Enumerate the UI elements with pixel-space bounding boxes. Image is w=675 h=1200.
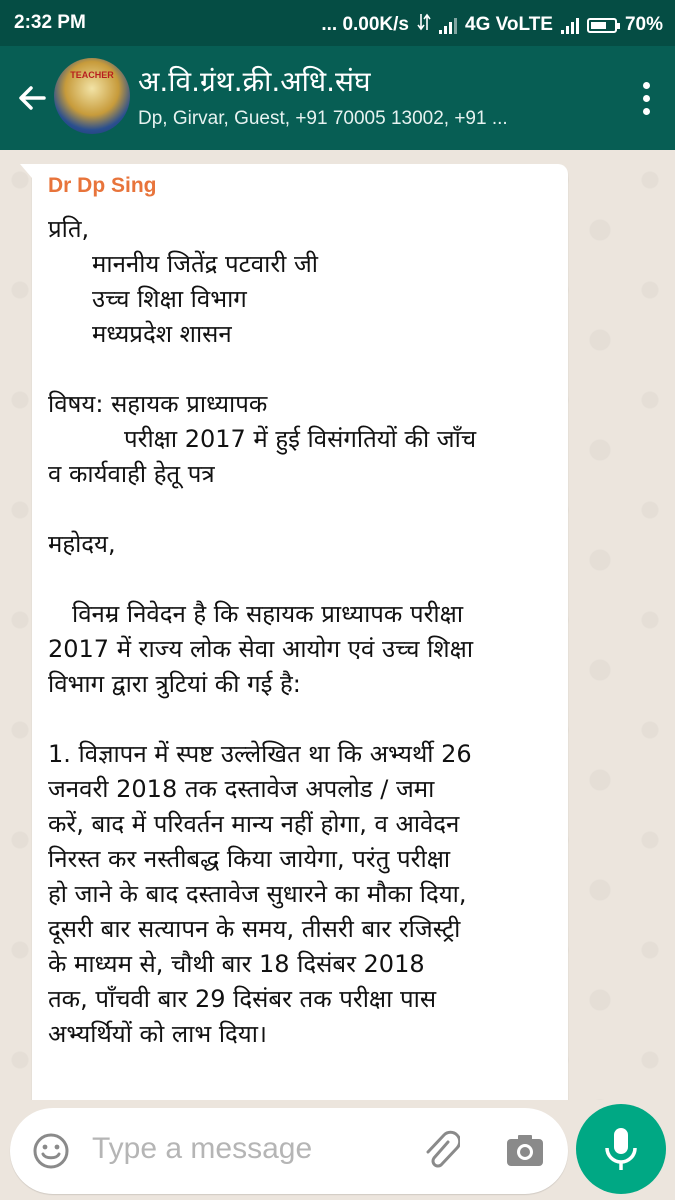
status-bar	[0, 0, 675, 46]
signal-icon	[561, 16, 579, 34]
message-line: व कार्यवाही हेतू पत्र	[48, 460, 215, 488]
status-right	[321, 12, 663, 38]
network-type: 4G VoLTE	[465, 14, 553, 35]
message-line: महोदय,	[48, 530, 116, 558]
emoji-icon[interactable]	[32, 1132, 70, 1170]
chat-area[interactable]	[0, 150, 675, 1100]
message-line: अभ्यर्थियों को लाभ दिया।	[48, 1020, 268, 1048]
message-line: प्रति,	[48, 215, 90, 243]
network-speed: ... 0.00K/s	[321, 14, 409, 35]
chat-header	[0, 46, 675, 150]
message-bubble[interactable]	[32, 164, 568, 1124]
battery-icon	[587, 18, 617, 33]
microphone-icon[interactable]	[576, 1104, 666, 1194]
message-line: उच्च शिक्षा विभाग	[92, 285, 247, 313]
paperclip-icon[interactable]	[420, 1128, 460, 1172]
message-line: जनवरी 2018 तक दस्तावेज अपलोड / जमा	[48, 775, 435, 803]
message-line: 1. विज्ञापन में स्पष्ट उल्लेखित था कि अभ्यर्थी 26	[48, 740, 472, 768]
message-line: विषय: सहायक प्राध्यापक	[48, 390, 268, 418]
message-line: मध्यप्रदेश शासन	[92, 320, 232, 348]
camera-icon[interactable]	[504, 1130, 546, 1172]
message-line: परीक्षा 2017 में हुई विसंगतियों की जाँच	[124, 425, 477, 453]
data-off-icon	[417, 12, 431, 38]
avatar-text: TEACHER	[70, 70, 114, 80]
message-input[interactable]	[10, 1108, 568, 1194]
arrow-left-icon[interactable]	[10, 76, 54, 120]
status-time: 2:32 PM	[14, 12, 86, 33]
message-line: निरस्त कर नस्तीबद्ध किया जायेगा, परंतु परीक्षा	[48, 845, 451, 873]
message-line: 2017 में राज्य लोक सेवा आयोग एवं उच्च शिक्षा	[48, 635, 474, 663]
more-vertical-icon[interactable]	[639, 82, 653, 122]
group-members[interactable]: Dp, Girvar, Guest, +91 70005 13002, +91 ...	[138, 108, 508, 129]
message-line: दूसरी बार सत्यापन के समय, तीसरी बार रजिस्ट्री	[48, 915, 461, 943]
message-text	[48, 212, 558, 1052]
message-line: विभाग द्वारा त्रुटियां की गई है:	[48, 670, 301, 698]
group-title[interactable]: अ.वि.ग्रंथ.क्री.अधि.संघ	[138, 65, 371, 98]
battery-percent: 70%	[624, 14, 663, 35]
message-line: विनम्र निवेदन है कि सहायक प्राध्यापक परीक्षा	[72, 600, 464, 628]
composer-bar	[0, 1100, 675, 1200]
message-sender[interactable]: Dr Dp Sing	[48, 174, 157, 197]
message-line: करें, बाद में परिवर्तन मान्य नहीं होगा, व आवेदन	[48, 810, 460, 838]
message-line: हो जाने के बाद दस्तावेज सुधारने का मौका दिया,	[48, 880, 467, 908]
message-line: के माध्यम से, चौथी बार 18 दिसंबर 2018	[48, 950, 425, 978]
message-line: तक, पाँचवी बार 29 दिसंबर तक परीक्षा पास	[48, 985, 437, 1013]
group-avatar[interactable]	[54, 58, 130, 134]
signal-icon	[439, 16, 457, 34]
battery-fill	[591, 22, 606, 29]
message-line: माननीय जितेंद्र पटवारी जी	[92, 250, 319, 278]
message-placeholder[interactable]: Type a message	[92, 1132, 313, 1165]
